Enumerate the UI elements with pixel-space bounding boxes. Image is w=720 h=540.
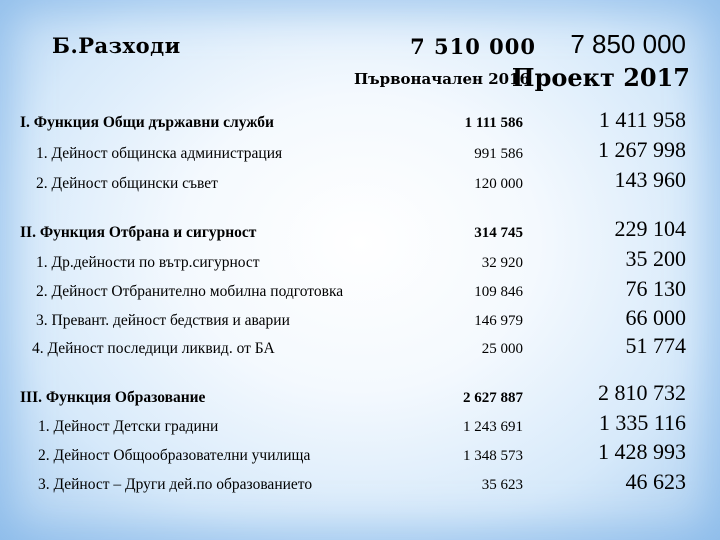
function-row-2017: 1 411 958 xyxy=(598,107,686,132)
activity-row-label: 4. Дейност последици ликвид. от БА xyxy=(32,340,275,357)
function-row-label: ІІ. Функция Отбрана и сигурност xyxy=(20,224,257,241)
activity-row-2017: 66 000 xyxy=(625,305,686,330)
activity-row-2017: 51 774 xyxy=(625,333,686,358)
activity-row-label: 1. Др.дейности по вътр.сигурност xyxy=(36,254,260,271)
function-row-2017: 229 104 xyxy=(614,216,686,241)
activity-row-2017: 35 200 xyxy=(625,246,686,271)
activity-row-label: 2. Дейност Общообразователни училища xyxy=(38,447,311,464)
activity-row-2016: 120 000 xyxy=(474,176,523,192)
activity-row-label: 1. Дейност общинска администрация xyxy=(36,145,283,162)
function-row-2016: 2 627 887 xyxy=(463,390,523,406)
column-header-2016: Първоначален 2016 xyxy=(353,70,530,88)
activity-row-2017: 76 130 xyxy=(625,276,686,301)
function-row-2016: 314 745 xyxy=(474,225,523,241)
activity-row-label: 2. Дейност Отбранително мобилна подготовка xyxy=(36,283,344,300)
activity-row-2016: 991 586 xyxy=(474,146,523,162)
activity-row-2017: 46 623 xyxy=(625,469,686,494)
activity-row-2016: 25 000 xyxy=(481,341,523,357)
activity-row-2017: 1 335 116 xyxy=(598,410,686,435)
function-row-2017: 2 810 732 xyxy=(598,380,686,405)
function-row-label: ІІІ. Функция Образование xyxy=(20,389,206,406)
activity-row-label: 3. Превант. дейност бедствия и аварии xyxy=(36,312,290,329)
activity-row-2017: 143 960 xyxy=(614,167,686,192)
activity-row-label: 1. Дейност Детски градини xyxy=(38,418,219,435)
activity-row-label: 2. Дейност общински съвет xyxy=(36,175,218,192)
activity-row-2016: 146 979 xyxy=(474,313,523,329)
total-2016: 7 510 000 xyxy=(410,34,536,59)
activity-row-2016: 35 623 xyxy=(481,477,523,493)
activity-row-2016: 32 920 xyxy=(481,255,523,271)
activity-row-2016: 1 348 573 xyxy=(463,448,523,464)
function-row-2016: 1 111 586 xyxy=(464,115,523,131)
section-title: Б.Разходи xyxy=(52,33,181,58)
activity-row-2016: 109 846 xyxy=(474,284,523,300)
activity-row-label: 3. Дейност – Други дей.по образованието xyxy=(38,476,313,493)
activity-row-2017: 1 428 993 xyxy=(598,439,686,464)
function-row-label: І. Функция Общи държавни служби xyxy=(20,114,274,131)
activity-row-2017: 1 267 998 xyxy=(598,137,686,162)
activity-row-2016: 1 243 691 xyxy=(463,419,523,435)
total-2017: 7 850 000 xyxy=(570,29,686,59)
column-header-2017: Проект 2017 xyxy=(511,63,690,92)
